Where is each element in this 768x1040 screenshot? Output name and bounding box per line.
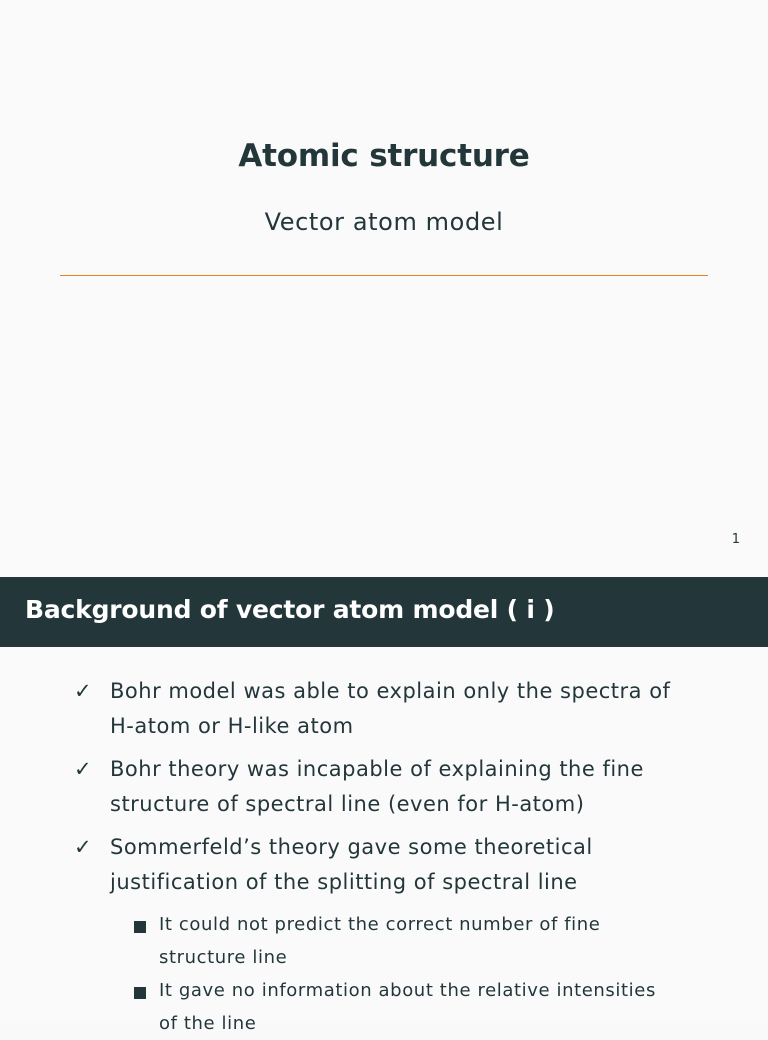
content-slide bbox=[0, 576, 768, 1034]
sub-bullet-text-line: It could not predict the correct number of fine bbox=[159, 914, 601, 935]
list-item bbox=[0, 830, 768, 900]
bullet-list bbox=[0, 674, 768, 1040]
sub-bullet-list bbox=[0, 908, 768, 1040]
square-bullet-icon bbox=[134, 987, 146, 999]
sub-list-item bbox=[0, 974, 768, 1040]
page-number: 1 bbox=[731, 532, 740, 547]
sub-list-container bbox=[0, 908, 768, 1040]
frame-title-bar bbox=[0, 577, 768, 647]
bullet-text-line: Bohr model was able to explain only the spectra of bbox=[110, 679, 671, 703]
sub-bullet-text-line: structure line bbox=[159, 947, 288, 968]
list-item bbox=[0, 674, 768, 744]
check-mark-icon: ✓ bbox=[74, 679, 93, 703]
check-mark-icon: ✓ bbox=[74, 835, 93, 859]
sub-list-item bbox=[0, 908, 768, 974]
bullet-text-line: structure of spectral line (even for H-atom) bbox=[110, 792, 585, 816]
bullet-text-line: Bohr theory was incapable of explaining the fine bbox=[110, 757, 644, 781]
list-item bbox=[0, 752, 768, 822]
slide-subtitle: Vector atom model bbox=[264, 208, 504, 236]
sub-bullet-text-line: of the line bbox=[159, 1013, 257, 1034]
bullet-text-line: H-atom or H-like atom bbox=[110, 714, 354, 738]
sub-bullet-text-line: It gave no information about the relative intensities bbox=[159, 980, 656, 1001]
bullet-text-line: justification of the splitting of spectral line bbox=[110, 870, 578, 894]
frame-title: Background of vector atom model ( i ) bbox=[25, 595, 555, 624]
square-bullet-icon bbox=[134, 921, 146, 933]
check-mark-icon: ✓ bbox=[74, 757, 93, 781]
bullet-text-line: Sommerfeld’s theory gave some theoretical bbox=[110, 835, 593, 859]
title-divider bbox=[60, 275, 708, 276]
slide-title: Atomic structure bbox=[238, 138, 530, 174]
